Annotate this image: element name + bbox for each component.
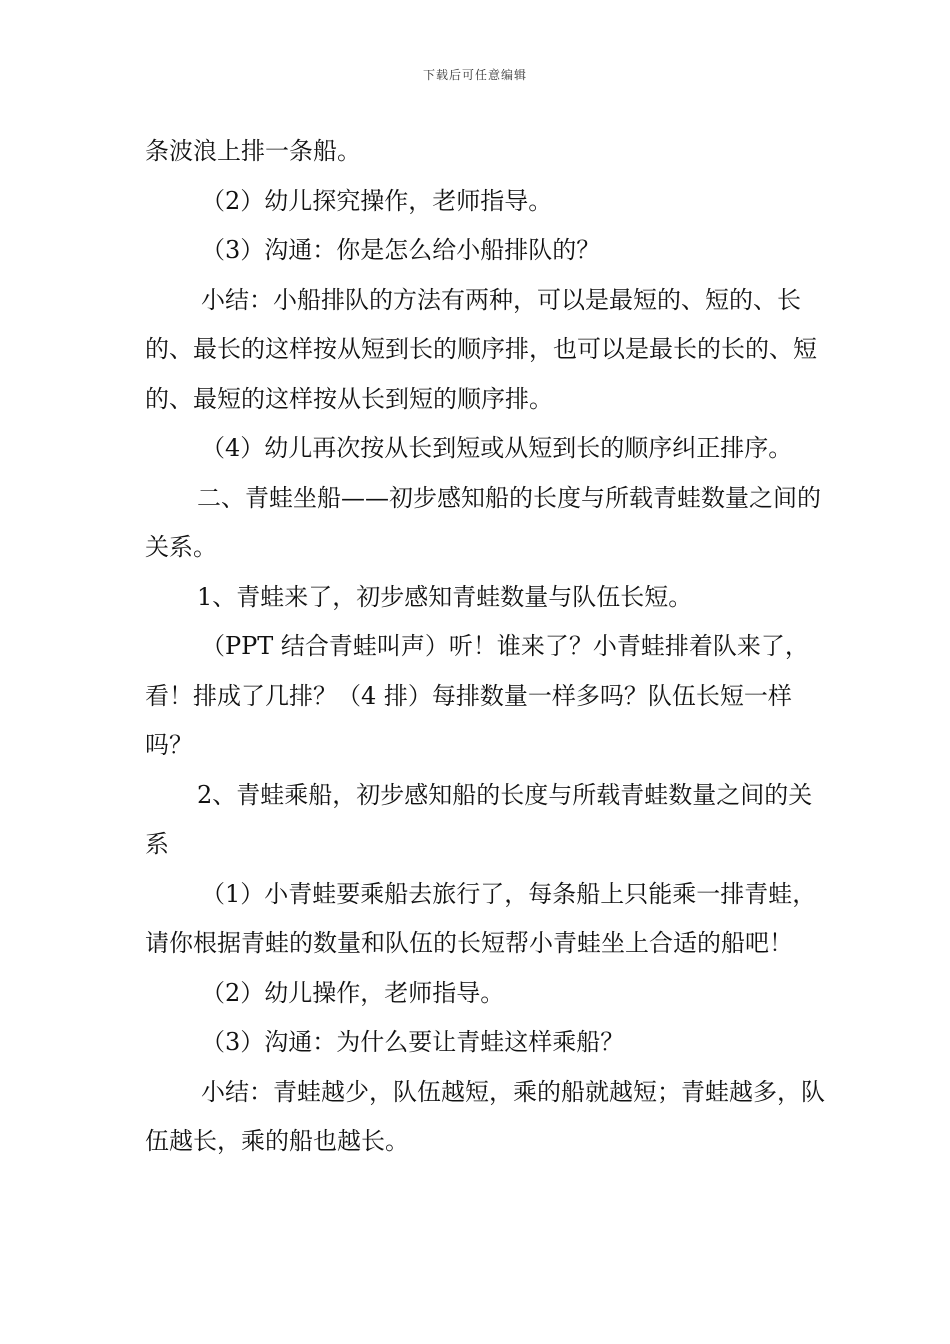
paragraph-summary-2: 小结：青蛙越少，队伍越短，乘的船就越短；青蛙越多，队伍越长，乘的船也越长。 xyxy=(145,1077,825,1155)
paragraph-frog-step-2: （2）幼儿操作，老师指导。 xyxy=(201,978,505,1007)
section-heading-2: 二、青蛙坐船——初步感知船的长度与所载青蛙数量之间的关系。 xyxy=(145,483,821,561)
paragraph-frog-step-3: （3）沟通：为什么要让青蛙这样乘船？ xyxy=(201,1028,625,1056)
subsection-heading-2: 2、青蛙乘船，初步感知船的长度与所载青蛙数量之间的关系 xyxy=(145,780,813,858)
paragraph-summary-1: 小结：小船排队的方法有两种，可以是最短的、短的、长的、最长的这样按从短到长的顺序排，也可以是最长的长的、短的、最短的这样按从长到短的顺序排。 xyxy=(145,285,817,413)
subsection-heading-1: 1、青蛙来了，初步感知青蛙数量与队伍长短。 xyxy=(197,582,693,611)
paragraph-step-2: （2）幼儿探究操作，老师指导。 xyxy=(201,186,553,215)
paragraph-step-4: （4）幼儿再次按从长到短或从短到长的顺序纠正排序。 xyxy=(201,434,793,462)
paragraph-ppt: （PPT 结合青蛙叫声）听！谁来了？小青蛙排着队来了，看！排成了几排？（4 排）每排数量一样多吗？队伍长短一样吗？ xyxy=(145,632,809,759)
page-header: 下载后可任意编辑 xyxy=(422,68,527,82)
paragraph-step-3: （3）沟通：你是怎么给小船排队的？ xyxy=(201,236,601,264)
document-body xyxy=(145,127,835,1167)
paragraph-continuation: 条波浪上排一条船。 xyxy=(145,137,361,165)
paragraph-frog-step-1: （1）小青蛙要乘船去旅行了，每条船上只能乘一排青蛙，请你根据青蛙的数量和队伍的长短帮小青蛙坐上合适的船吧！ xyxy=(145,879,817,957)
